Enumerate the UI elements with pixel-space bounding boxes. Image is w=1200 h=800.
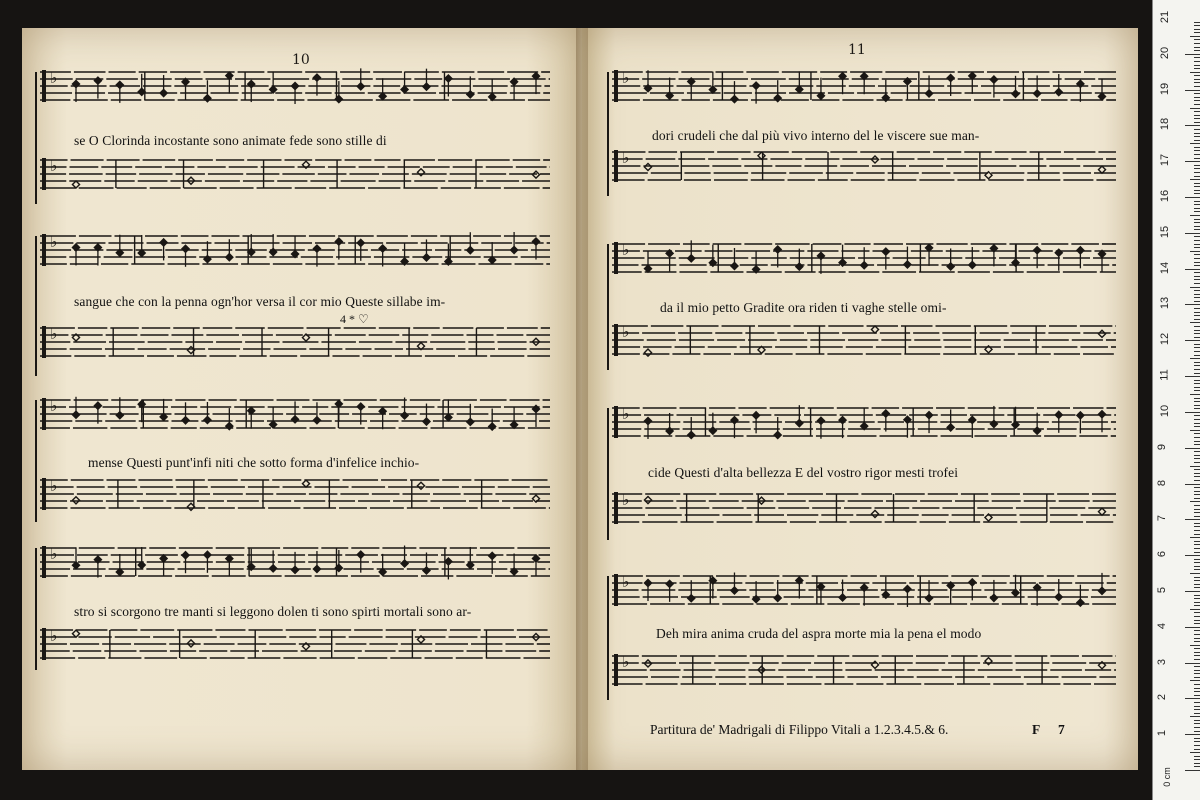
ruler-tick	[1194, 569, 1200, 570]
ruler-tick	[1194, 115, 1200, 116]
ruler-tick	[1194, 433, 1200, 434]
ruler-number: 15	[1159, 225, 1172, 238]
ruler-tick	[1190, 36, 1200, 37]
ruler-tick	[1194, 655, 1200, 656]
ruler-tick	[1194, 745, 1200, 746]
ruler-number: 2	[1156, 694, 1169, 701]
svg-text:♭: ♭	[50, 627, 58, 646]
ruler-tick	[1194, 462, 1200, 463]
ruler-tick	[1190, 573, 1200, 574]
ruler-tick	[1194, 258, 1200, 259]
svg-text:♭: ♭	[622, 69, 630, 88]
svg-text:♭: ♭	[622, 573, 630, 592]
ruler-tick	[1194, 552, 1200, 553]
ruler-number: 11	[1158, 369, 1171, 381]
ruler-tick	[1190, 394, 1200, 395]
ruler-tick	[1194, 562, 1200, 563]
ruler-tick	[1194, 165, 1200, 166]
ruler-tick	[1194, 731, 1200, 732]
ruler-number: 14	[1159, 261, 1172, 274]
left-staff-4	[40, 325, 550, 358]
ruler-number: 5	[1156, 586, 1169, 593]
ruler-tick	[1194, 186, 1200, 187]
page-footer	[650, 722, 1065, 738]
ruler-tick	[1194, 365, 1200, 366]
ruler-tick	[1194, 65, 1200, 66]
ruler-tick	[1194, 265, 1200, 266]
ruler-tick	[1194, 616, 1200, 617]
ruler-tick	[1194, 61, 1200, 62]
ruler-tick	[1190, 287, 1200, 288]
ruler-number: 20	[1159, 46, 1172, 59]
ruler-tick	[1194, 480, 1200, 481]
ruler-number: 4	[1156, 622, 1169, 629]
ruler-tick	[1194, 441, 1200, 442]
ruler-tick	[1194, 57, 1200, 58]
ruler-tick	[1185, 376, 1200, 377]
ruler-tick	[1194, 208, 1200, 209]
right-staff-7	[612, 572, 1116, 606]
ruler-tick	[1194, 337, 1200, 338]
ruler-tick	[1194, 544, 1200, 545]
ruler-tick	[1194, 766, 1200, 767]
svg-text:♭: ♭	[50, 325, 58, 344]
ruler-tick	[1185, 519, 1200, 520]
ruler-tick	[1190, 358, 1200, 359]
ruler-tick	[1194, 458, 1200, 459]
ruler-tick	[1194, 623, 1200, 624]
right-staff-1	[612, 69, 1116, 103]
ruler-tick	[1194, 423, 1200, 424]
right-page-number: 11	[848, 42, 866, 58]
ruler-tick	[1194, 559, 1200, 560]
ruler-tick	[1194, 129, 1200, 130]
ruler-tick	[1194, 283, 1200, 284]
ruler-tick	[1185, 770, 1200, 771]
right-staff-6	[612, 491, 1116, 524]
ruler-tick	[1194, 312, 1200, 313]
ruler-tick	[1194, 387, 1200, 388]
ruler-tick	[1194, 634, 1200, 635]
ruler-tick	[1194, 369, 1200, 370]
ruler-tick	[1194, 702, 1200, 703]
svg-text:♭: ♭	[622, 323, 630, 342]
ruler-tick	[1194, 373, 1200, 374]
right-lyric-line-1: dori crudeli che dal più vivo interno del le viscere sue man-	[652, 128, 980, 143]
ruler-tick	[1194, 652, 1200, 653]
left-page-mark: 4 * ♡	[340, 312, 369, 326]
ruler-tick	[1185, 591, 1200, 592]
ruler-tick	[1185, 663, 1200, 664]
ruler-tick	[1194, 455, 1200, 456]
left-page-number: 10	[292, 52, 310, 68]
ruler-number: 13	[1159, 297, 1172, 310]
ruler-tick	[1190, 72, 1200, 73]
ruler-tick	[1194, 419, 1200, 420]
svg-text:♭: ♭	[50, 157, 58, 176]
ruler-tick	[1194, 659, 1200, 660]
ruler-tick	[1194, 738, 1200, 739]
ruler-number: 8	[1156, 479, 1169, 486]
ruler-tick	[1194, 380, 1200, 381]
ruler-tick	[1194, 713, 1200, 714]
ruler-tick	[1194, 526, 1200, 527]
ruler-number: 1	[1156, 730, 1169, 737]
svg-text:♭: ♭	[622, 653, 630, 672]
ruler-tick	[1194, 720, 1200, 721]
ruler-tick	[1194, 122, 1200, 123]
right-staff-8	[612, 653, 1116, 686]
ruler-tick	[1194, 530, 1200, 531]
ruler-tick	[1194, 451, 1200, 452]
ruler-tick	[1194, 93, 1200, 94]
right-lyric-line-3: cide Questi d'alta bellezza E del vostro rigor mesti trofei	[648, 465, 959, 480]
ruler-tick	[1185, 197, 1200, 198]
ruler-tick	[1185, 90, 1200, 91]
ruler-tick	[1194, 176, 1200, 177]
ruler-tick	[1194, 756, 1200, 757]
ruler-tick	[1194, 437, 1200, 438]
svg-text:♭: ♭	[50, 397, 58, 416]
left-staff-3	[40, 232, 550, 267]
ruler-tick	[1194, 247, 1200, 248]
ruler-tick	[1194, 759, 1200, 760]
ruler-tick	[1190, 322, 1200, 323]
ruler-tick	[1190, 143, 1200, 144]
ruler-tick	[1194, 39, 1200, 40]
ruler-tick	[1194, 641, 1200, 642]
ruler-tick	[1194, 405, 1200, 406]
ruler-tick	[1194, 512, 1200, 513]
ruler-tick	[1194, 147, 1200, 148]
ruler-tick	[1194, 648, 1200, 649]
ruler-tick	[1194, 723, 1200, 724]
ruler-tick	[1194, 229, 1200, 230]
left-staff-5	[40, 397, 550, 430]
ruler-tick	[1194, 172, 1200, 173]
ruler-tick	[1194, 326, 1200, 327]
ruler-number: 7	[1156, 515, 1169, 522]
ruler-tick	[1194, 347, 1200, 348]
left-lyric-line-3: mense Questi punt'infi niti che sotto forma d'infelice inchio-	[88, 455, 420, 470]
ruler-tick	[1190, 501, 1200, 502]
ruler-tick	[1194, 351, 1200, 352]
ruler-number: 6	[1156, 551, 1169, 558]
ruler-tick	[1194, 236, 1200, 237]
ruler-tick	[1185, 161, 1200, 162]
ruler-tick	[1185, 304, 1200, 305]
ruler-tick	[1194, 415, 1200, 416]
ruler-tick	[1194, 602, 1200, 603]
ruler-tick	[1194, 691, 1200, 692]
right-staff-3	[612, 240, 1116, 274]
ruler-tick	[1194, 355, 1200, 356]
ruler-tick	[1194, 383, 1200, 384]
ruler-tick	[1194, 709, 1200, 710]
ruler-tick	[1194, 47, 1200, 48]
ruler-number: 17	[1159, 154, 1172, 167]
ruler-tick	[1194, 154, 1200, 155]
ruler-tick	[1194, 158, 1200, 159]
ruler-tick	[1194, 612, 1200, 613]
ruler-tick	[1190, 609, 1200, 610]
left-lyric-line-1: se O Clorinda incostante sono animate fede sono stille di	[74, 133, 387, 148]
ruler-number: 12	[1159, 333, 1172, 346]
ruler-tick	[1194, 43, 1200, 44]
ruler-tick	[1194, 330, 1200, 331]
ruler-tick	[1185, 269, 1200, 270]
ruler-tick	[1194, 494, 1200, 495]
ruler-tick	[1194, 595, 1200, 596]
ruler-number: 21	[1159, 10, 1172, 24]
footer-signature: F	[1032, 722, 1041, 737]
ruler-tick	[1194, 244, 1200, 245]
ruler-tick	[1194, 344, 1200, 345]
ruler-tick	[1194, 541, 1200, 542]
ruler-tick	[1194, 577, 1200, 578]
ruler-tick	[1194, 638, 1200, 639]
ruler-tick	[1194, 476, 1200, 477]
ruler-tick	[1194, 100, 1200, 101]
ruler-tick	[1194, 301, 1200, 302]
ruler-tick	[1194, 670, 1200, 671]
ruler-tick	[1194, 97, 1200, 98]
ruler-tick	[1194, 444, 1200, 445]
right-staff-2	[612, 149, 1116, 182]
svg-text:♭: ♭	[622, 241, 630, 260]
svg-text:♭: ♭	[622, 491, 630, 510]
ruler-tick	[1194, 240, 1200, 241]
ruler-tick	[1194, 695, 1200, 696]
ruler-tick	[1194, 548, 1200, 549]
ruler-tick	[1194, 473, 1200, 474]
ruler-tick	[1194, 598, 1200, 599]
ruler-tick	[1194, 190, 1200, 191]
ruler-tick	[1185, 233, 1200, 234]
left-staff-7	[40, 545, 550, 579]
ruler-tick	[1194, 763, 1200, 764]
ruler-tick	[1194, 587, 1200, 588]
ruler-tick	[1194, 219, 1200, 220]
svg-text:♭: ♭	[622, 405, 630, 424]
ruler-tick	[1194, 183, 1200, 184]
ruler-tick	[1185, 698, 1200, 699]
ruler-tick	[1194, 204, 1200, 205]
ruler-tick	[1194, 580, 1200, 581]
svg-text:♭: ♭	[622, 149, 630, 168]
ruler-tick	[1194, 290, 1200, 291]
ruler-tick	[1194, 111, 1200, 112]
ruler-tick	[1194, 516, 1200, 517]
ruler-tick	[1185, 484, 1200, 485]
ruler-tick	[1185, 734, 1200, 735]
right-lyric-line-2: da il mio petto Gradite ora riden ti vaghe stelle omi-	[660, 300, 947, 315]
ruler-tick	[1185, 627, 1200, 628]
right-staff-4	[612, 323, 1116, 356]
ruler-number: 16	[1159, 189, 1172, 203]
ruler-tick	[1194, 523, 1200, 524]
ruler-number: 9	[1156, 443, 1169, 450]
ruler-tick	[1194, 390, 1200, 391]
ruler-tick	[1190, 680, 1200, 681]
ruler-tick	[1194, 201, 1200, 202]
ruler-tick	[1194, 605, 1200, 606]
ruler-tick	[1194, 86, 1200, 87]
ruler-tick	[1194, 32, 1200, 33]
ruler-tick	[1194, 426, 1200, 427]
ruler-tick	[1194, 408, 1200, 409]
ruler-tick	[1194, 505, 1200, 506]
footer-signature-number: 7	[1058, 722, 1065, 737]
ruler-number: 19	[1159, 82, 1172, 95]
left-staff-1	[40, 68, 550, 104]
right-lyric-line-4: Deh mira anima cruda del aspra morte mia la pena el modo	[656, 626, 982, 641]
left-lyric-line-2: sangue che con la penna ogn'hor versa il cor mio Queste sillabe im-	[74, 294, 446, 309]
left-staff-2	[40, 157, 550, 190]
ruler-tick	[1194, 82, 1200, 83]
ruler-tick	[1194, 487, 1200, 488]
ruler-tick	[1194, 226, 1200, 227]
ruler-tick	[1194, 534, 1200, 535]
ruler-tick	[1194, 79, 1200, 80]
ruler-tick	[1194, 469, 1200, 470]
ruler-tick	[1190, 215, 1200, 216]
ruler-tick	[1194, 222, 1200, 223]
ruler-tick	[1194, 749, 1200, 750]
right-staff-5	[612, 405, 1116, 439]
ruler-tick	[1194, 401, 1200, 402]
footer-title: Partitura de' Madrigali di Filippo Vitali a 1.2.3.4.5.& 6.	[650, 722, 949, 737]
ruler-tick	[1194, 272, 1200, 273]
ruler-tick	[1190, 537, 1200, 538]
ruler-number: 10	[1159, 404, 1172, 418]
ruler-tick	[1194, 308, 1200, 309]
ruler-tick	[1194, 133, 1200, 134]
ruler-tick	[1185, 125, 1200, 126]
ruler-tick	[1190, 645, 1200, 646]
ruler-tick	[1194, 666, 1200, 667]
ruler-tick	[1194, 491, 1200, 492]
ruler-tick	[1194, 509, 1200, 510]
ruler-tick	[1185, 54, 1200, 55]
svg-text:♭: ♭	[50, 233, 58, 252]
ruler-tick	[1194, 262, 1200, 263]
ruler-tick	[1194, 104, 1200, 105]
ruler-tick	[1194, 315, 1200, 316]
ruler-tick	[1190, 251, 1200, 252]
ruler-tick	[1194, 193, 1200, 194]
ruler-tick	[1194, 22, 1200, 23]
svg-text:♭: ♭	[50, 69, 58, 88]
ruler-tick	[1194, 136, 1200, 137]
ruler-tick	[1194, 498, 1200, 499]
ruler-tick	[1185, 448, 1200, 449]
measurement-ruler	[1152, 0, 1200, 800]
ruler-number: 18	[1159, 118, 1172, 131]
ruler-tick	[1190, 752, 1200, 753]
ruler-tick	[1194, 297, 1200, 298]
ruler-tick	[1194, 362, 1200, 363]
svg-text:♭: ♭	[50, 477, 58, 496]
left-staff-6	[40, 477, 550, 510]
ruler-tick	[1194, 688, 1200, 689]
svg-text:♭: ♭	[50, 545, 58, 564]
ruler-tick	[1190, 430, 1200, 431]
ruler-tick	[1185, 412, 1200, 413]
ruler-number: 3	[1156, 658, 1169, 665]
ruler-tick	[1190, 108, 1200, 109]
ruler-tick	[1194, 276, 1200, 277]
ruler-tick	[1194, 168, 1200, 169]
ruler-tick	[1190, 716, 1200, 717]
ruler-tick	[1194, 630, 1200, 631]
ruler-tick	[1194, 706, 1200, 707]
ruler-tick	[1194, 333, 1200, 334]
ruler-tick	[1194, 211, 1200, 212]
ruler-tick	[1194, 294, 1200, 295]
left-staff-8	[40, 627, 550, 660]
ruler-tick	[1194, 150, 1200, 151]
ruler-tick	[1194, 620, 1200, 621]
ruler-tick	[1194, 673, 1200, 674]
ruler-tick	[1185, 555, 1200, 556]
ruler-tick	[1185, 340, 1200, 341]
ruler-tick	[1194, 118, 1200, 119]
ruler-tick	[1194, 727, 1200, 728]
ruler-tick	[1194, 584, 1200, 585]
ruler-tick	[1194, 50, 1200, 51]
ruler-tick	[1194, 566, 1200, 567]
ruler-tick	[1194, 29, 1200, 30]
ruler-tick	[1190, 466, 1200, 467]
ruler-tick	[1194, 677, 1200, 678]
ruler-tick	[1194, 741, 1200, 742]
ruler-unit-label: 0 cm	[1161, 767, 1172, 787]
ruler-tick	[1194, 398, 1200, 399]
ruler-tick	[1194, 279, 1200, 280]
ruler-tick	[1194, 68, 1200, 69]
ruler-tick	[1194, 140, 1200, 141]
ruler-tick	[1194, 684, 1200, 685]
left-lyric-line-4: stro si scorgono tre manti si leggono dolen ti sono spirti mortali sono ar-	[74, 604, 472, 619]
ruler-tick	[1194, 75, 1200, 76]
ruler-tick	[1194, 319, 1200, 320]
ruler-tick	[1194, 25, 1200, 26]
ruler-tick	[1194, 254, 1200, 255]
ruler-tick	[1190, 179, 1200, 180]
